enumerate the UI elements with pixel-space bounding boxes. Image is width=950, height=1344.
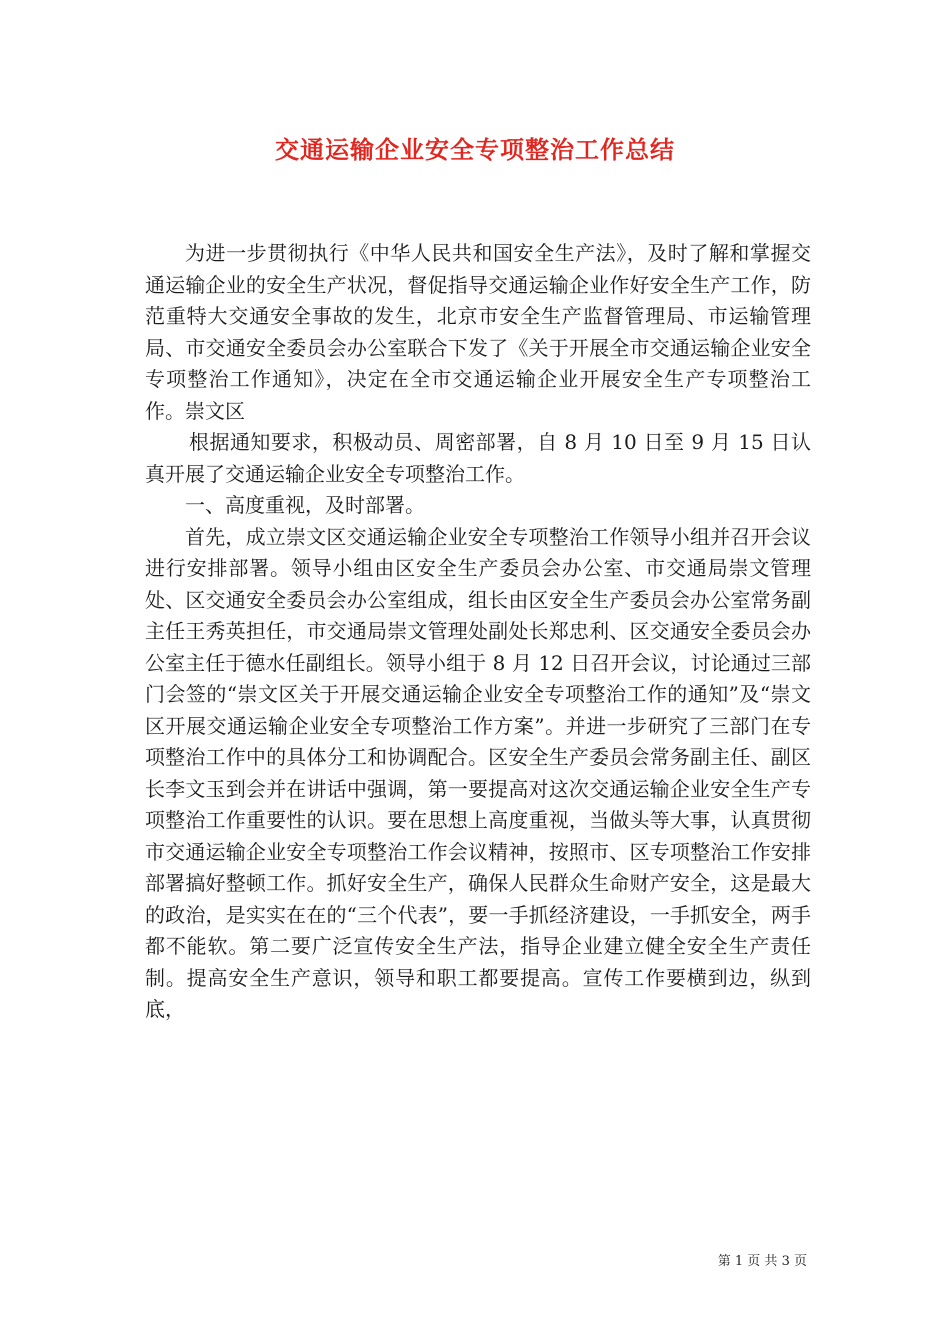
document-body — [145, 238, 811, 1026]
footer-prefix: 第 — [717, 1254, 731, 1269]
paragraph-first: 首先，成立崇文区交通运输企业安全专项整治工作领导小组并召开会议进行安排部署。领导小组由区安全生产委员会办公室、市交通局崇文管理处、区交通安全委员会办公室组成，组长由区安全生产委员会办公室常务副主任王秀英担任，市交通局崇文管理处副处长郑忠利、区交通安全委员会办公室主任于德水任副组长。领导小组于 8 月 12 日召开会议，讨论通过三部门会签的“崇文区关于开展交通运输企业安全专项整治工作的通知”及“崇文区开展交通运输企业安全专项整治工作方案”。并进一步研究了三部门在专项整治工作中的具体分工和协调配合。区安全生产委员会常务副主任、副区长李文玉到会并在讲话中强调，第一要提高对这次交通运输企业安全生产专项整治工作重要性的认识。要在思想上高度重视，当做头等大事，认真贯彻市交通运输企业安全专项整治工作会议精神，按照市、区专项整治工作安排部署搞好整顿工作。抓好安全生产，确保人民群众生命财产安全，这是最大的政治，是实实在在的“三个代表”，要一手抓经济建设，一手抓安全，两手都不能软。第二要广泛宣传安全生产法，指导企业建立健全安全生产责任制。提高安全生产意识，领导和职工都要提高。宣传工作要横到边，纵到底， — [145, 524, 811, 1021]
footer-mid: 页 共 — [747, 1254, 778, 1269]
section-heading: 一、高度重视，及时部署。 — [185, 493, 425, 517]
page-number-footer — [0, 1250, 807, 1269]
footer-suffix: 页 — [793, 1254, 807, 1269]
paragraph-notice: 根据通知要求，积极动员、周密部署，自 8 月 10 日至 9 月 15 日认真开展了交通运输企业安全专项整治工作。 — [145, 430, 811, 486]
footer-current-page: 1 — [734, 1254, 744, 1269]
document-title: 交通运输企业安全专项整治工作总结 — [275, 135, 675, 164]
footer-total-pages: 3 — [781, 1254, 790, 1269]
paragraph-intro: 为进一步贯彻执行《中华人民共和国安全生产法》，及时了解和掌握交通运输企业的安全生产状况，督促指导交通运输企业作好安全生产工作，防范重特大交通安全事故的发生，北京市安全生产监督管理局、市运输管理局、市交通安全委员会办公室联合下发了《关于开展全市交通运输企业安全专项整治工作通知》，决定在全市交通运输企业开展安全生产专项整治工作。崇文区 — [145, 241, 811, 423]
